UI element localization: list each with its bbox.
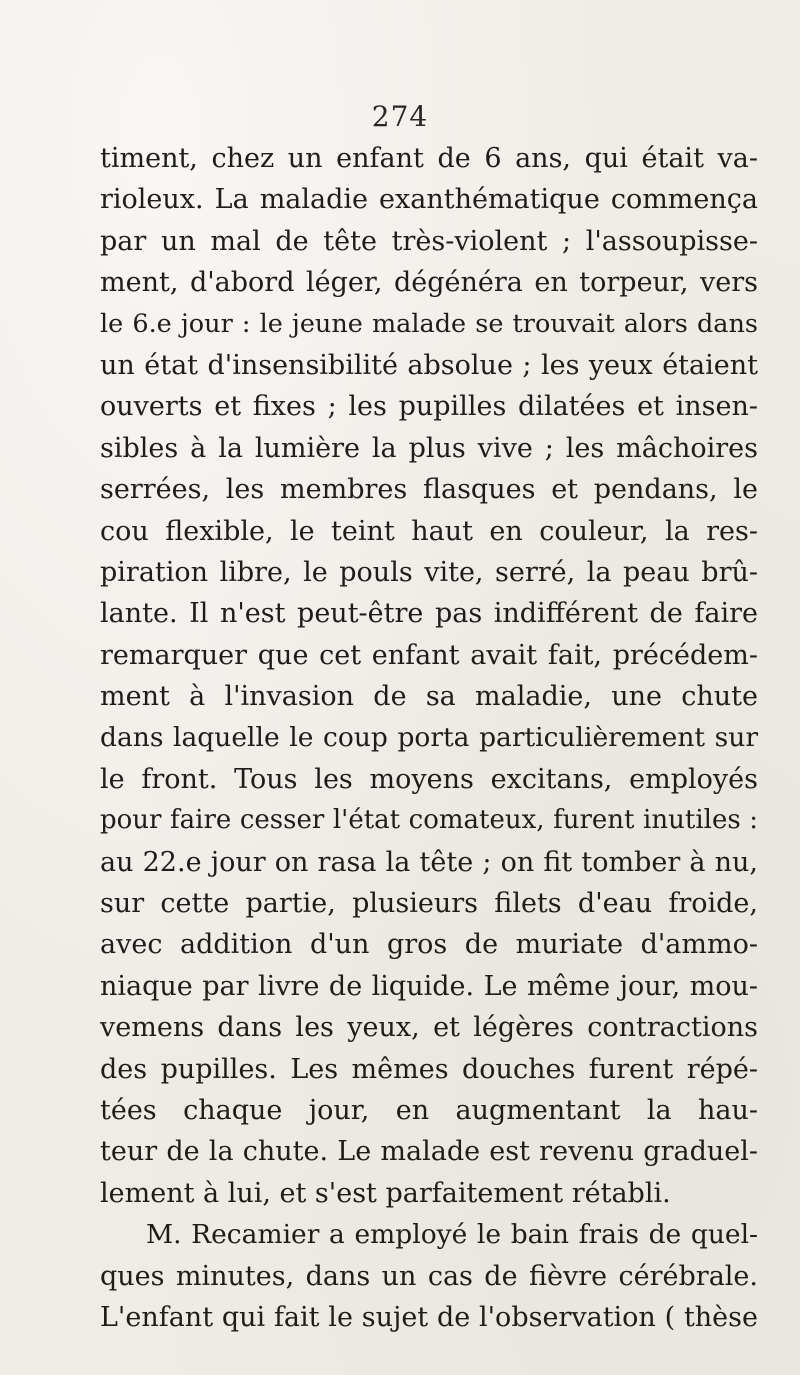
- text-line: ouverts et fixes ; les pupilles dilatées et insen-: [100, 391, 758, 423]
- paragraph-start-line: M. Recamier a employé le bain frais de quel-: [146, 1219, 758, 1251]
- text-line: le front. Tous les moyens excitans, employés: [100, 763, 758, 795]
- text-line: teur de la chute. Le malade est revenu graduel-: [100, 1136, 758, 1168]
- text-line: rioleux. La maladie exanthématique commença: [100, 184, 758, 216]
- text-line: lante. Il n'est peut-être pas indifférent de faire: [100, 598, 758, 630]
- text-line: ment à l'invasion de sa maladie, une chute: [100, 681, 758, 713]
- text-line: avec addition d'un gros de muriate d'ammo-: [100, 929, 758, 961]
- text-line: vemens dans les yeux, et légères contractions: [100, 1012, 758, 1044]
- text-line: sur cette partie, plusieurs filets d'eau froide,: [100, 888, 758, 920]
- text-line: niaque par livre de liquide. Le même jour, mou-: [100, 970, 758, 1002]
- text-line: au 22.e jour on rasa la tête ; on fit tomber à nu,: [100, 846, 758, 878]
- paragraph-end-line: lement à lui, et s'est parfaitement rétabli.: [100, 1177, 671, 1209]
- text-line: ques minutes, dans un cas de fièvre cérébrale.: [100, 1260, 758, 1292]
- text-line: des pupilles. Les mêmes douches furent répé-: [100, 1053, 758, 1085]
- text-line: le 6.e jour : le jeune malade se trouvait alors dans: [100, 308, 758, 339]
- text-line: L'enfant qui fait le sujet de l'observation ( thèse: [100, 1301, 758, 1333]
- text-line: timent, chez un enfant de 6 ans, qui était va-: [100, 143, 758, 174]
- text-line: tées chaque jour, en augmentant la hau-: [100, 1094, 758, 1126]
- text-line: serrées, les membres flasques et pendans, le: [100, 474, 758, 506]
- text-line: piration libre, le pouls vite, serré, la peau brû-: [100, 556, 758, 588]
- text-line: ment, d'abord léger, dégénéra en torpeur, vers: [100, 267, 758, 299]
- body-text: [100, 138, 758, 1338]
- text-line: sibles à la lumière la plus vive ; les mâchoires: [100, 432, 758, 464]
- text-line: dans laquelle le coup porta particulièrement sur: [100, 722, 758, 754]
- text-line: par un mal de tête très-violent ; l'assoupisse-: [100, 225, 758, 257]
- page-number: 274: [371, 100, 429, 133]
- text-line: un état d'insensibilité absolue ; les yeux étaient: [100, 349, 758, 381]
- text-line: pour faire cesser l'état comateux, furent inutiles :: [100, 805, 758, 836]
- text-line: cou flexible, le teint haut en couleur, la res-: [100, 515, 758, 547]
- text-line: remarquer que cet enfant avait fait, précédem-: [100, 639, 758, 671]
